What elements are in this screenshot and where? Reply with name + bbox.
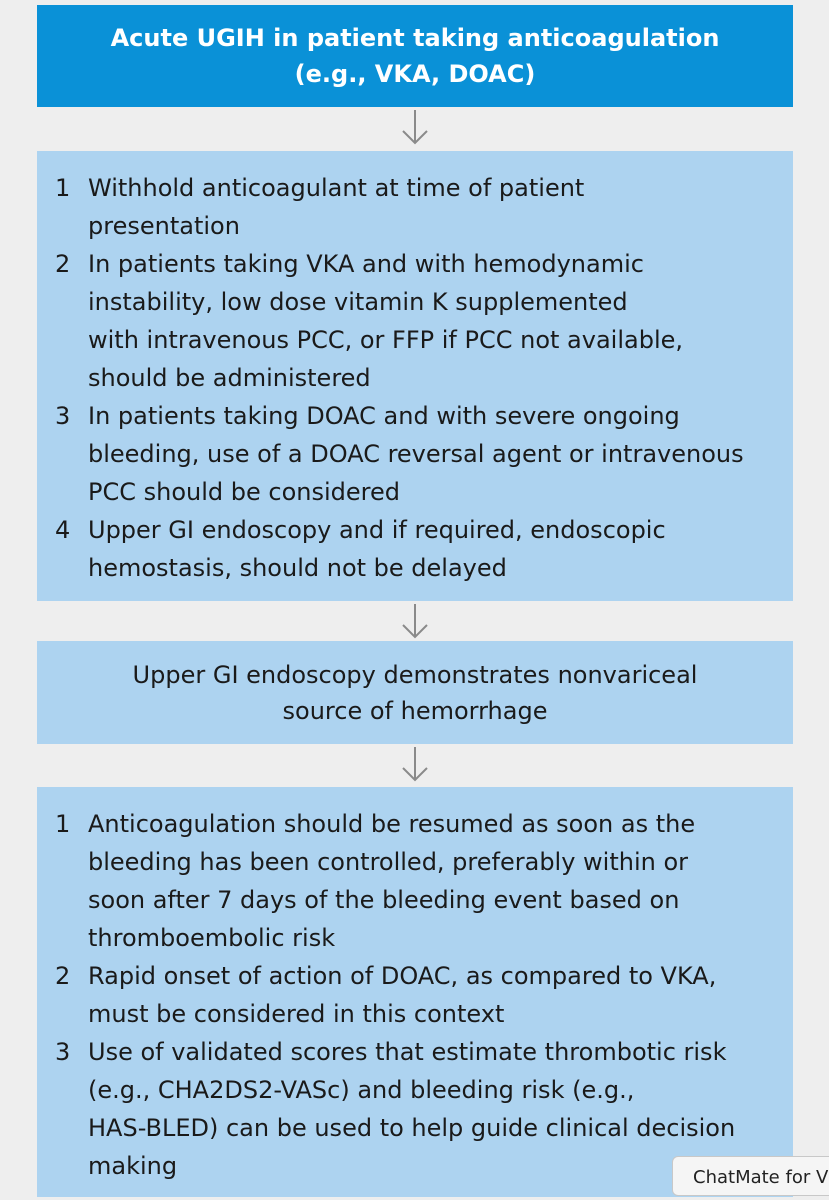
resumption-list (55, 805, 777, 1185)
item-text-line: should be administered (88, 364, 371, 392)
item-text (88, 957, 777, 1033)
item-number: 3 (55, 402, 71, 430)
item-text-line: instability, low dose vitamin K supplemented (88, 288, 628, 316)
list-item (55, 397, 777, 511)
item-text (88, 397, 777, 511)
chatmate-button[interactable]: ChatMate for V (672, 1156, 829, 1196)
endoscopy-finding-line-1: Upper GI endoscopy demonstrates nonvariceal (132, 660, 698, 689)
list-item (55, 245, 777, 397)
list-item (55, 169, 777, 245)
item-text-line: Upper GI endoscopy and if required, endoscopic (88, 516, 666, 544)
list-item (55, 511, 777, 587)
item-number: 4 (55, 516, 71, 544)
item-text-line: Rapid onset of action of DOAC, as compared to VKA, (88, 962, 717, 990)
item-text-line: thromboembolic risk (88, 924, 336, 952)
item-text-line: In patients taking VKA and with hemodynamic (88, 250, 644, 278)
title-line-2: (e.g., VKA, DOAC) (294, 60, 536, 88)
item-number: 2 (55, 962, 71, 990)
item-text-line: presentation (88, 212, 240, 240)
item-text (88, 511, 777, 587)
item-number: 2 (55, 250, 71, 278)
item-text-line: Withhold anticoagulant at time of patient (88, 174, 585, 202)
item-number: 1 (55, 810, 71, 838)
item-text-line: with intravenous PCC, or FFP if PCC not available, (88, 326, 684, 354)
item-text-line: soon after 7 days of the bleeding event based on (88, 886, 680, 914)
title-line-1: Acute UGIH in patient taking anticoagulation (110, 24, 720, 52)
down-arrow-icon (401, 109, 429, 147)
initial-management-box (37, 151, 793, 601)
item-text-line: bleeding, use of a DOAC reversal agent or intravenous (88, 440, 744, 468)
item-text-line: making (88, 1152, 178, 1180)
item-text (88, 805, 777, 957)
down-arrow-icon (401, 746, 429, 784)
item-text-line: must be considered in this context (88, 1000, 505, 1028)
title-box (37, 5, 793, 107)
item-number: 3 (55, 1038, 71, 1066)
list-item (55, 805, 777, 957)
item-text-line: HAS-BLED) can be used to help guide clinical decision (88, 1114, 736, 1142)
resumption-box (37, 787, 793, 1197)
item-text-line: hemostasis, should not be delayed (88, 554, 507, 582)
item-text-line: PCC should be considered (88, 478, 400, 506)
list-item (55, 957, 777, 1033)
down-arrow-icon (401, 603, 429, 641)
endoscopy-finding-box (37, 641, 793, 744)
item-text-line: In patients taking DOAC and with severe ongoing (88, 402, 680, 430)
item-text-line: Use of validated scores that estimate thrombotic risk (88, 1038, 727, 1066)
endoscopy-finding-line-2: source of hemorrhage (282, 696, 548, 725)
item-text (88, 169, 777, 245)
item-number: 1 (55, 174, 71, 202)
list-item (55, 1033, 777, 1185)
item-text-line: (e.g., CHA2DS2-VASc) and bleeding risk (e.g., (88, 1076, 635, 1104)
item-text (88, 245, 777, 397)
item-text-line: bleeding has been controlled, preferably within or (88, 848, 689, 876)
initial-management-list (55, 169, 777, 587)
item-text-line: Anticoagulation should be resumed as soon as the (88, 810, 696, 838)
